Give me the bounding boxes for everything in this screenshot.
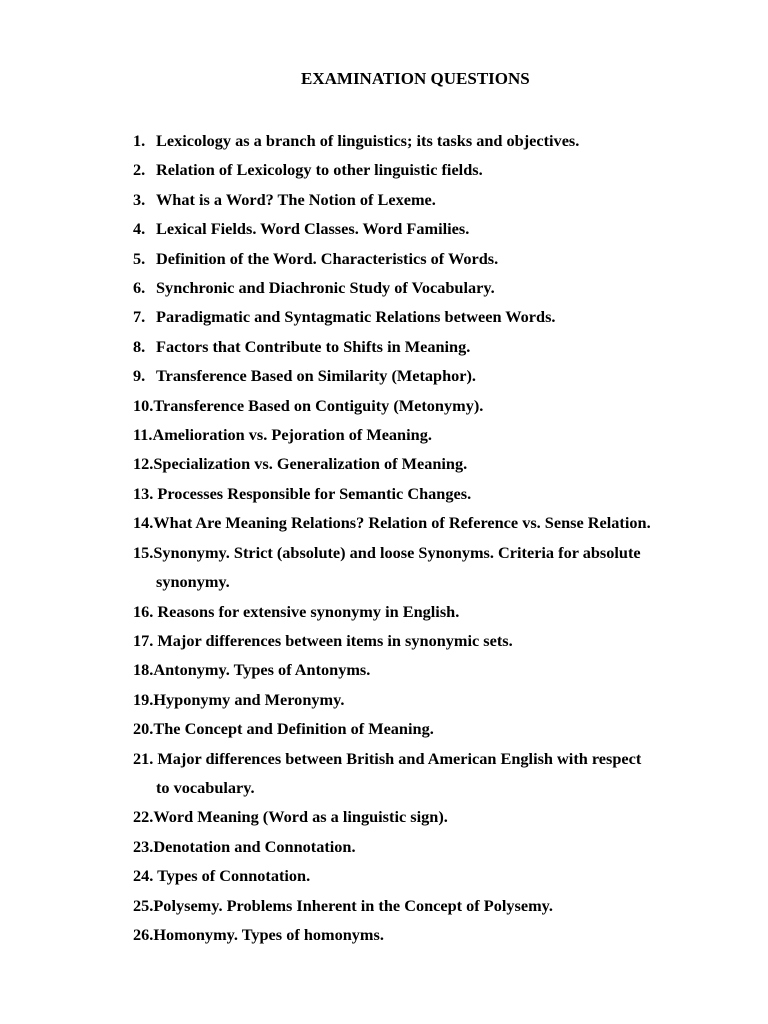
question-text: Lexicology as a branch of linguistics; its tasks and objectives. xyxy=(156,131,580,150)
list-item xyxy=(133,508,733,537)
question-number: 16. xyxy=(133,601,154,621)
question-text: Synchronic and Diachronic Study of Vocabulary. xyxy=(156,278,495,298)
question-text: Factors that Contribute to Shifts in Meaning. xyxy=(156,336,471,356)
question-number: 8. xyxy=(133,336,146,356)
question-text: Amelioration vs. Pejoration of Meaning. xyxy=(152,425,432,445)
question-text: Processes Responsible for Semantic Changes. xyxy=(153,483,472,503)
question-number: 9. xyxy=(133,366,146,386)
question-number: 4. xyxy=(133,219,146,239)
question-number: 14. xyxy=(133,513,154,533)
question-number: 24. xyxy=(133,866,154,886)
question-text: What Are Meaning Relations? Relation of Reference vs. Sense Relation. xyxy=(153,513,651,533)
question-list xyxy=(133,126,733,949)
question-number: 23. xyxy=(133,836,154,856)
list-item xyxy=(133,302,733,331)
list-item xyxy=(133,332,733,361)
list-item xyxy=(133,744,733,773)
question-number: 15. xyxy=(133,542,154,562)
question-text: Hyponymy and Meronymy. xyxy=(153,689,345,709)
list-item xyxy=(133,361,733,390)
question-number: 11. xyxy=(133,425,153,445)
question-text: Homonymy. Types of homonyms. xyxy=(153,924,384,944)
question-text: Definition of the Word. Characteristics of Words. xyxy=(156,248,499,268)
question-text: Major differences between items in synonymic sets. xyxy=(153,630,513,650)
question-text: Synonymy. Strict (absolute) and loose Synonyms. Criteria for absolute xyxy=(153,542,641,562)
list-item xyxy=(133,449,733,478)
list-item xyxy=(133,597,733,626)
question-number: 26. xyxy=(133,924,154,944)
question-text: Transference Based on Similarity (Metaphor). xyxy=(156,366,477,386)
question-number: 20. xyxy=(133,719,154,739)
question-number: 21. xyxy=(133,748,154,768)
list-item xyxy=(133,920,733,949)
list-item xyxy=(133,891,733,920)
question-text: What is a Word? The Notion of Lexeme. xyxy=(156,189,436,209)
list-item xyxy=(133,538,733,567)
list-item xyxy=(133,714,733,743)
list-item xyxy=(133,685,733,714)
question-text: Types of Connotation. xyxy=(153,866,311,886)
question-number: 25. xyxy=(133,895,154,915)
question-continuation: synonymy. xyxy=(156,572,230,592)
question-text: Major differences between British and American English with respect xyxy=(153,748,642,768)
list-item xyxy=(133,273,733,302)
question-number: 12. xyxy=(133,454,154,474)
question-number: 3. xyxy=(133,189,146,209)
question-text: Reasons for extensive synonymy in English. xyxy=(153,601,460,621)
question-number: 18. xyxy=(133,660,154,680)
question-text: Lexical Fields. Word Classes. Word Families. xyxy=(156,219,470,239)
question-text: Denotation and Connotation. xyxy=(153,836,356,856)
question-text: Polysemy. Problems Inherent in the Concept of Polysemy. xyxy=(153,895,553,915)
list-item xyxy=(133,802,733,831)
list-item xyxy=(133,861,733,890)
page-title: EXAMINATION QUESTIONS xyxy=(301,69,530,88)
list-item xyxy=(133,655,733,684)
list-item xyxy=(133,155,733,184)
list-item xyxy=(133,185,733,214)
question-number: 17. xyxy=(133,630,154,650)
list-item xyxy=(133,391,733,420)
question-continuation: to vocabulary. xyxy=(156,777,255,797)
question-number: 2. xyxy=(133,160,146,180)
question-text: Paradigmatic and Syntagmatic Relations between Words. xyxy=(156,307,556,327)
question-number: 19. xyxy=(133,689,154,709)
question-number: 5. xyxy=(133,248,146,268)
question-text: Word Meaning (Word as a linguistic sign). xyxy=(153,807,448,827)
list-item xyxy=(133,479,733,508)
question-text: Transference Based on Contiguity (Metonymy). xyxy=(153,395,484,415)
question-text: Specialization vs. Generalization of Meaning. xyxy=(153,454,468,474)
list-item xyxy=(133,626,733,655)
list-item xyxy=(133,420,733,449)
question-number: 1. xyxy=(133,131,146,150)
question-number: 22. xyxy=(133,807,154,827)
question-text: The Concept and Definition of Meaning. xyxy=(153,719,434,739)
question-text: Antonymy. Types of Antonyms. xyxy=(153,660,371,680)
list-item xyxy=(133,832,733,861)
question-number: 7. xyxy=(133,307,146,327)
list-item xyxy=(133,214,733,243)
question-text: Relation of Lexicology to other linguistic fields. xyxy=(156,160,483,180)
list-item xyxy=(133,126,733,155)
question-number: 10. xyxy=(133,395,154,415)
question-number: 13. xyxy=(133,483,154,503)
question-number: 6. xyxy=(133,278,146,298)
list-item xyxy=(133,244,733,273)
